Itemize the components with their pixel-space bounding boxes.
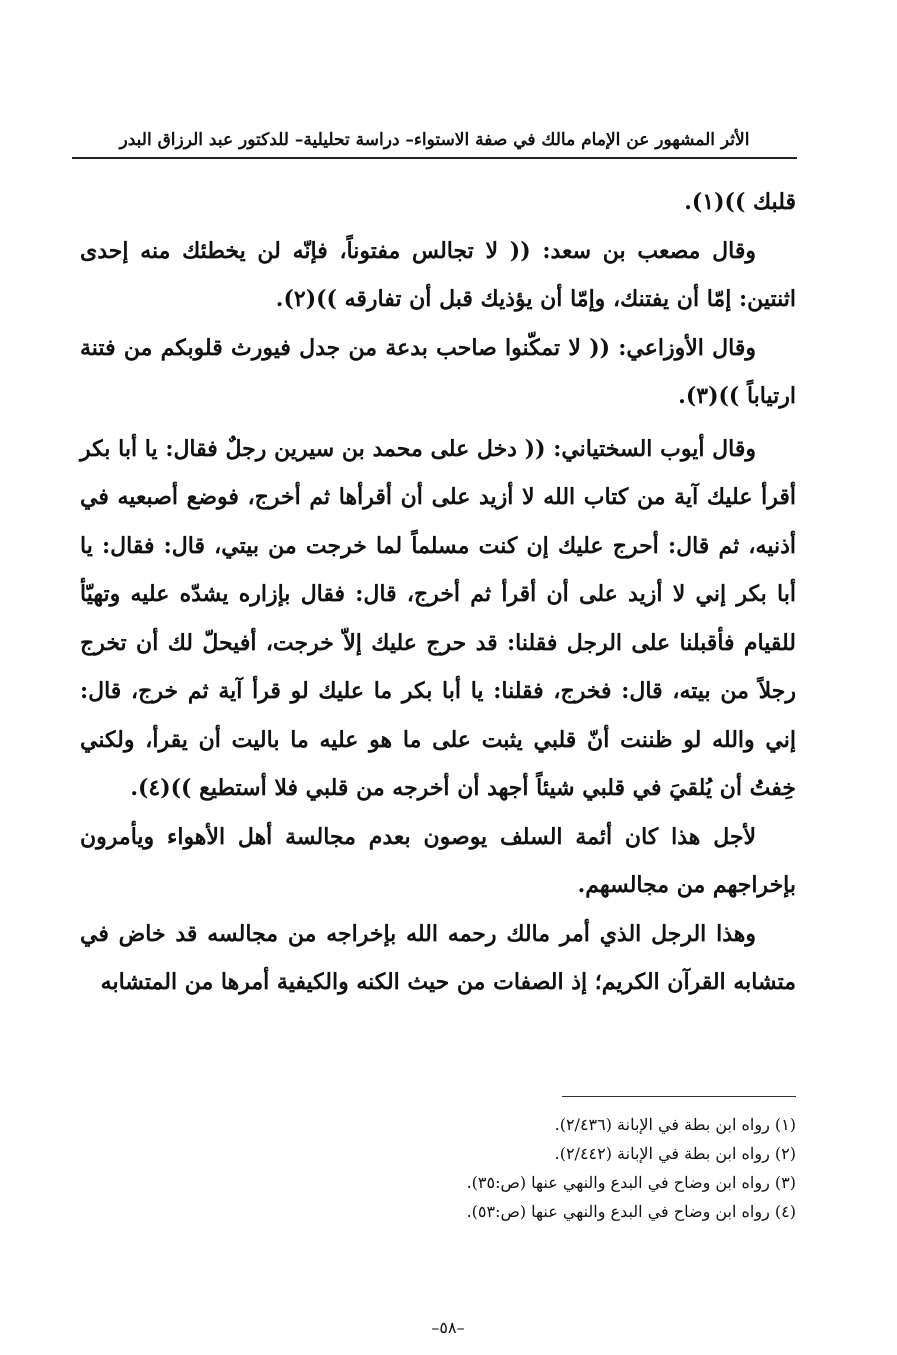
footnote-divider: [562, 1096, 796, 1097]
running-header: الأثر المشهور عن الإمام مالك في صفة الاستواء– دراسة تحليلية– للدكتور عبد الرزاق البدر: [119, 130, 750, 150]
paragraph-continuation: قلبك ))(١).: [684, 189, 796, 215]
paragraph-musab-quote: وقال مصعب بن سعد: (( لا تجالس مفتوناً، فإنّه لن يخطئك منه إحدى اثنتين: إمّا أن يفتنك، وإمّا أن يؤذيك قبل أن تفارقه ))(٢).: [80, 237, 796, 312]
footnote-4: (٤) رواه ابن وضاح في البدع والنهي عنها (ص:٥٣).: [466, 1202, 796, 1221]
paragraph-malik-man: وهذا الرجل الذي أمر مالك رحمه الله بإخراجه من مجالسه قد خاض في متشابه القرآن الكريم؛ إذ الصفات من حيث الكنه والكيفية أمرها من المتشابه: [80, 920, 796, 995]
footnote-3: (٣) رواه ابن وضاح في البدع والنهي عنها (ص:٣٥).: [466, 1173, 796, 1192]
paragraph-ayyub-quote: وقال أيوب السختياني: (( دخل على محمد بن سيرين رجلٌ فقال: يا أبا بكر أقرأ عليك آية من كتاب الله لا أزيد على أن أقرأها ثم أخرج، فوضع أصبعيه في أذنيه، ثم قال: أحرج عليك إن كنت مسلماً لما خرجت من بيتي، قال: فقال: يا أبا بكر إني لا أزيد على أن أقرأ ثم أخرج، قال: فقال بإزاره يشدّه عليه وتهيّأ للقيام فأقبلنا على الرجل فقلنا: قد حرج عليك إلاّ خرجت، أفيحلّ لك أن تخرج رجلاً من بيته، قال: فخرج، فقلنا: يا أبا بكر ما عليك لو قرأ آية ثم خرج، قال: إني والله لو ظننت أنّ قلبي يثبت على ما هو عليه ما باليت أن يقرأ، ولكني خِفتُ أن يُلقيَ في قلبي شيئاً أجهد أن أخرجه من قلبي فلا أستطيع ))(٤).: [80, 435, 796, 801]
footnote-2: (٢) رواه ابن بطة في الإبانة (٢/٤٤٢).: [554, 1144, 796, 1163]
page-number: –٥٨–: [431, 1318, 465, 1337]
main-text: [80, 178, 796, 1007]
paragraph-awzai-quote: وقال الأوزاعي: (( لا تمكّنوا صاحب بدعة من جدل فيورث قلوبكم من فتنة ارتياباً ))(٣).: [80, 334, 796, 409]
footnote-1: (١) رواه ابن بطة في الإبانة (٢/٤٣٦).: [554, 1115, 796, 1134]
header-divider: [72, 157, 797, 159]
footnotes: [300, 1110, 796, 1226]
paragraph-salaf-practice: لأجل هذا كان أئمة السلف يوصون بعدم مجالسة أهل الأهواء ويأمرون بإخراجهم من مجالسهم.: [80, 823, 796, 898]
